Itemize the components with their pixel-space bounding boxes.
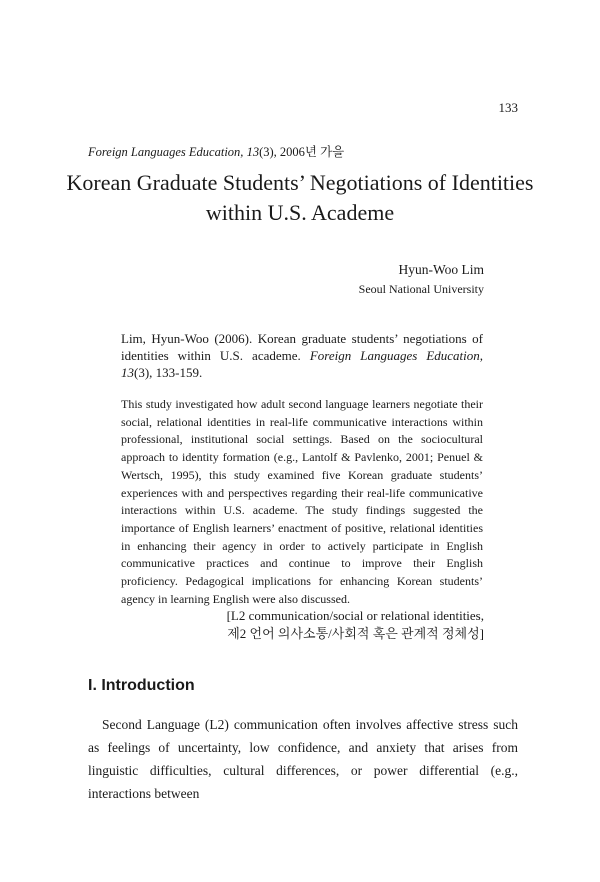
citation-prefix: Lim, Hyun-Woo (2006). Korean graduate students’ negotiations of identities within U.S. academe. xyxy=(121,331,483,363)
keywords xyxy=(227,607,484,643)
keywords-line-2: 제2 언어 의사소통/사회적 혹은 관계적 정체성] xyxy=(227,626,484,641)
journal-name: Foreign Languages Education, xyxy=(88,145,244,159)
citation xyxy=(121,330,483,381)
journal-line xyxy=(88,142,344,160)
citation-volume: 13 xyxy=(121,365,134,380)
journal-issue-date: (3), 2006년 가을 xyxy=(259,145,345,159)
page-number: 133 xyxy=(498,100,518,115)
citation-journal: Foreign Languages Education, xyxy=(309,348,483,363)
intro-paragraph: Second Language (L2) communication often involves affective stress such as feelings of uncertainty, low confidence, and anxiety that arises from linguistic difficulties, cultural differences, or power differential (e.g., interactions between xyxy=(88,717,518,801)
paper-title: Korean Graduate Students’ Negotiations of Identities within U.S. Academe xyxy=(66,170,534,225)
abstract: This study investigated how adult second language learners negotiate their social, relational identities in real-life communicative interactions within professional, institutional social settings. Based on the sociocultural approach to identity formation (e.g., Lantolf & Pavlenko, 2001; Penuel & Wertsch, 1995), this study examined five Korean graduate students’ experiences with and perspectives regarding their real-life communicative interactions within U.S. academe. The study findings suggested the importance of English learners’ enactment of positive, relational identities in enhancing their agency in order to actively participate in English communicative practices and continue to improve their English proficiency. Pedagogical implications for enhancing Korean students’ agency in learning English were also discussed. xyxy=(121,397,483,606)
author-name: Hyun-Woo Lim xyxy=(398,262,484,277)
section-heading: I. Introduction xyxy=(88,677,195,694)
citation-rest: (3), 133-159. xyxy=(134,365,203,380)
keywords-line-1: [L2 communication/social or relational identities, xyxy=(226,608,484,623)
author-affiliation: Seoul National University xyxy=(358,282,484,296)
journal-volume: 13 xyxy=(246,145,260,159)
